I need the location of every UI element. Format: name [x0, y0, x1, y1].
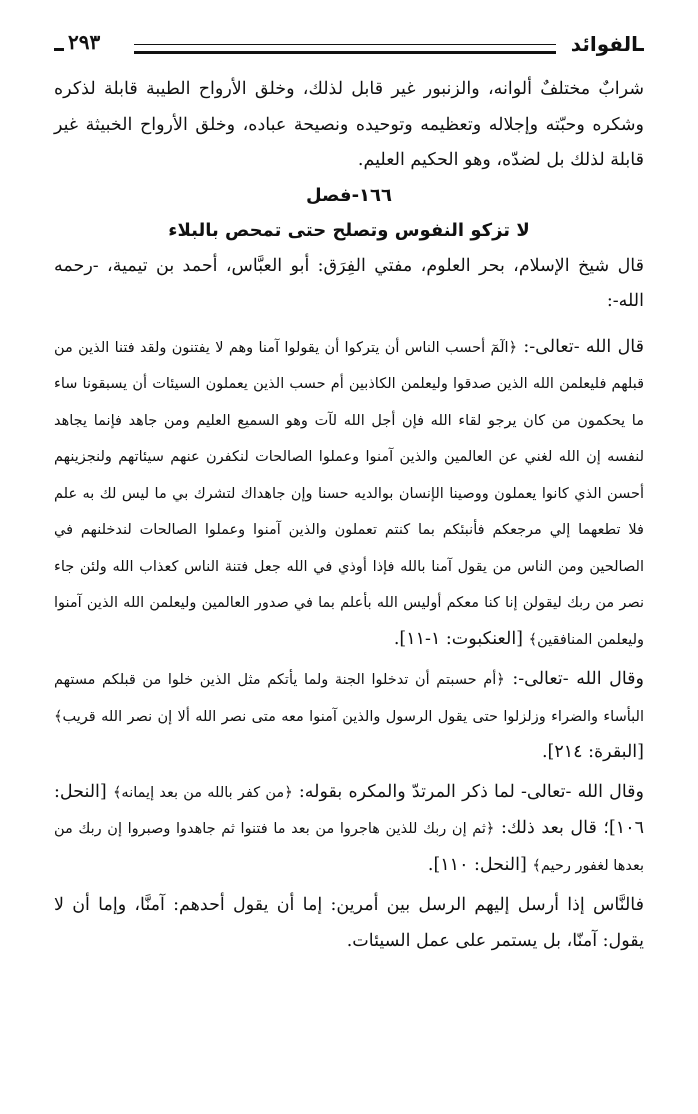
running-header — [54, 26, 644, 72]
page-number: ٢٩٣ — [68, 30, 101, 54]
closing-paragraph: فالنَّاس إذا أرسل إليهم الرسل بين أمرين: إما أن يقول أحدهم: آمنَّا، وإما أن لا يقول: آمنّا، بل يستمر على عمل السيئات. — [54, 895, 644, 951]
quote-baqarah — [54, 662, 644, 771]
quran-verse: ﴿أم حسبتم أن تدخلوا الجنة ولما يأتكم مثل الذين خلوا من قبلكم مستهم البأساء والضراء وزلزلوا حتى يقول الرسول والذين آمنوا معه متى نصر الله ألا إن نصر الله قريب﴾ — [54, 672, 644, 725]
header-title: الفوائد — [570, 32, 638, 56]
verse-citation: [النحل: ١١٠]. — [427, 854, 533, 875]
section-title: لا تزكو النفوس وتصلح حتى تمحص بالبلاء — [168, 219, 530, 241]
quote-lead: وقال الله -تعالى- لما ذكر المرتدّ والمكره بقوله: — [292, 781, 645, 802]
quote-lead: قال الله -تعالى-: — [517, 336, 644, 357]
intro-paragraph: شرابٌ مختلفٌ ألوانه، والزنبور غير قابل لذلك، وخلق الأرواح الطيبة قابلة لذكره وشكره وحبّته وإجلاله وتعظيمه وتوحيده ونصيحة عباده، وخلق الأرواح الخبيثة غير قابلة لذلك بل لضدّه، وهو الحكيم العليم. — [54, 79, 644, 170]
verse-citation: [النحل: ١٠٦]؛ قال بعد ذلك: — [54, 781, 644, 838]
verse-citation: [العنكبوت: ١-١١]. — [393, 628, 529, 649]
section-number: ١٦٦-فصل — [305, 184, 393, 206]
quote-lead: وقال الله -تعالى-: — [504, 669, 645, 689]
quran-verse: ﴿الٓمٓ أحسب الناس أن يتركوا أن يقولوا آمنا وهم لا يفتنون ولقد فتنا الذين من قبلهم فليعلمن الله الذين صدقوا وليعلمن الكاذبين أم حسب الذين يعملون السيئات أن يسبقونا ساء ما يحكمون من كان يرجو لقاء الله فإن أجل الله لآت وهو السميع العليم ومن جاهد فإنما يجاهد لنفسه إن الله لغني عن العالمين والذين آمنوا وعملوا الصالحات لنكفرن عنهم سيئاتهم ولنجزينهم أحسن الذي كانوا يعملون ووصينا الإنسان بوالديه حسنا وإن جاهداك لتشرك بي ما ليس لك به علم فلا تطعهما إلي مرجعكم فأنبئكم بما كنتم تعملون والذين آمنوا وعملوا الصالحات لندخلنهم في الصالحين ومن الناس من يقول آمنا بالله فإذا أوذي في الله جعل فتنة الناس كعذاب الله ولئن جاء نصر من ربك ليقولن إنا كنا معكم أوليس الله بأعلم بما في صدور العالمين وليعلمن الله الذين آمنوا وليعلمن المنافقين﴾ — [54, 339, 644, 648]
header-rule — [134, 44, 556, 54]
page — [54, 26, 644, 959]
attribution-paragraph: قال شيخ الإسلام، بحر العلوم، مفتي الفِرَق: أبو العبَّاس، أحمد بن تيمية، -رحمه الله-: — [54, 255, 644, 311]
quote-ankabut — [54, 330, 644, 659]
quote-nahl — [54, 775, 644, 885]
quran-verse: ﴿من كفر بالله من بعد إيمانه﴾ — [112, 784, 293, 801]
quran-verse: ﴿ثم إن ربك للذين هاجروا من بعد ما فتنوا ثم جاهدوا وصبروا إن ربك من بعدها لغفور رحيم﴾ — [54, 821, 644, 874]
header-dash-left — [54, 48, 64, 51]
verse-citation: [البقرة: ٢١٤]. — [541, 742, 644, 762]
